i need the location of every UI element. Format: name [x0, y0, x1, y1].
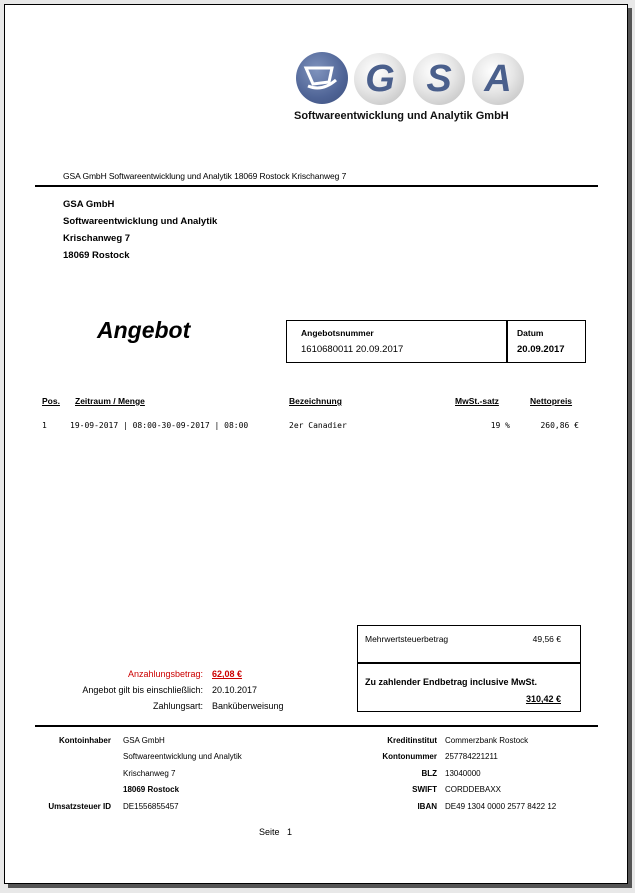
page-number: 1 — [287, 827, 293, 837]
offer-number-value: 1610680011 20.09.2017 — [301, 344, 404, 355]
valid-until-label: Angebot gilt bis einschließlich: — [82, 685, 203, 695]
bank-value: Commerzbank Rostock — [445, 736, 529, 745]
col-header-pos: Pos. — [42, 396, 60, 406]
account-number-value: 257784221211 — [445, 752, 498, 761]
document-page — [4, 4, 628, 884]
row-pos: 1 — [42, 421, 47, 430]
col-header-description: Bezeichnung — [289, 396, 342, 406]
account-holder-line-3: Krischanweg 7 — [123, 769, 176, 778]
page-indicator — [259, 827, 292, 837]
date-label: Datum — [517, 328, 544, 338]
iban-label: IBAN — [417, 802, 437, 811]
logo-circle-a — [472, 53, 524, 105]
offer-number-label: Angebotsnummer — [301, 328, 374, 338]
bank-label: Kreditinstitut — [387, 736, 437, 745]
logo-tagline: Softwareentwicklung und Analytik GmbH — [294, 110, 509, 122]
footer-divider — [35, 725, 598, 727]
recipient-city: 18069 Rostock — [63, 250, 130, 261]
row-description: 2er Canadier — [289, 421, 347, 430]
vat-amount-value: 49,56 € — [532, 634, 561, 644]
recipient-line-2: Softwareentwicklung und Analytik — [63, 216, 218, 227]
row-net: 260,86 € — [540, 421, 579, 430]
deposit-value: 62,08 € — [212, 669, 243, 679]
swift-value: CORDDEBAXX — [445, 785, 502, 794]
document-title: Angebot — [97, 317, 191, 343]
logo-letter-s: S — [426, 58, 452, 100]
total-amount-value: 310,42 € — [525, 694, 561, 704]
account-holder-line-2: Softwareentwicklung und Analytik — [123, 752, 242, 761]
offer-info-box — [286, 320, 586, 363]
account-holder-label: Kontoinhaber — [59, 736, 111, 745]
account-number-label: Kontonummer — [382, 752, 437, 761]
col-header-period: Zeitraum / Menge — [75, 396, 145, 406]
blz-label: BLZ — [421, 769, 437, 778]
col-header-vat: MwSt.-satz — [455, 396, 499, 406]
logo-cart-icon — [296, 52, 348, 104]
tax-id-label: Umsatzsteuer ID — [48, 802, 111, 811]
logo-circle-g — [354, 53, 406, 105]
recipient-name: GSA GmbH — [63, 199, 115, 210]
page-label: Seite — [259, 827, 280, 837]
logo-letter-a: A — [484, 58, 512, 100]
tax-id-value: DE1556855457 — [123, 802, 179, 811]
iban-value: DE49 1304 0000 2577 8422 12 — [445, 802, 557, 811]
header-divider — [35, 185, 598, 187]
account-holder-line-4: 18069 Rostock — [123, 785, 180, 794]
blz-value: 13040000 — [445, 769, 481, 778]
col-header-net: Nettopreis — [530, 396, 573, 406]
row-vat: 19 % — [490, 421, 510, 430]
recipient-street: Krischanweg 7 — [63, 233, 131, 244]
logo-letter-g: G — [365, 58, 395, 100]
account-holder-line-1: GSA GmbH — [123, 736, 165, 745]
payment-method-label: Zahlungsart: — [152, 701, 203, 711]
total-amount-label: Zu zahlender Endbetrag inclusive MwSt. — [365, 677, 538, 687]
swift-label: SWIFT — [412, 785, 437, 794]
deposit-label: Anzahlungsbetrag: — [127, 669, 203, 679]
payment-method-value: Banküberweisung — [212, 701, 284, 711]
sender-line: GSA GmbH Softwareentwicklung und Analytik 18069 Rostock Krischanweg 7 — [63, 171, 347, 181]
logo-circle-s — [413, 53, 465, 105]
row-period: 19-09-2017 | 08:00-30-09-2017 | 08:00 — [70, 421, 249, 430]
date-value: 20.09.2017 — [517, 344, 565, 355]
valid-until-value: 20.10.2017 — [212, 685, 258, 695]
vat-amount-label: Mehrwertsteuerbetrag — [365, 634, 449, 644]
